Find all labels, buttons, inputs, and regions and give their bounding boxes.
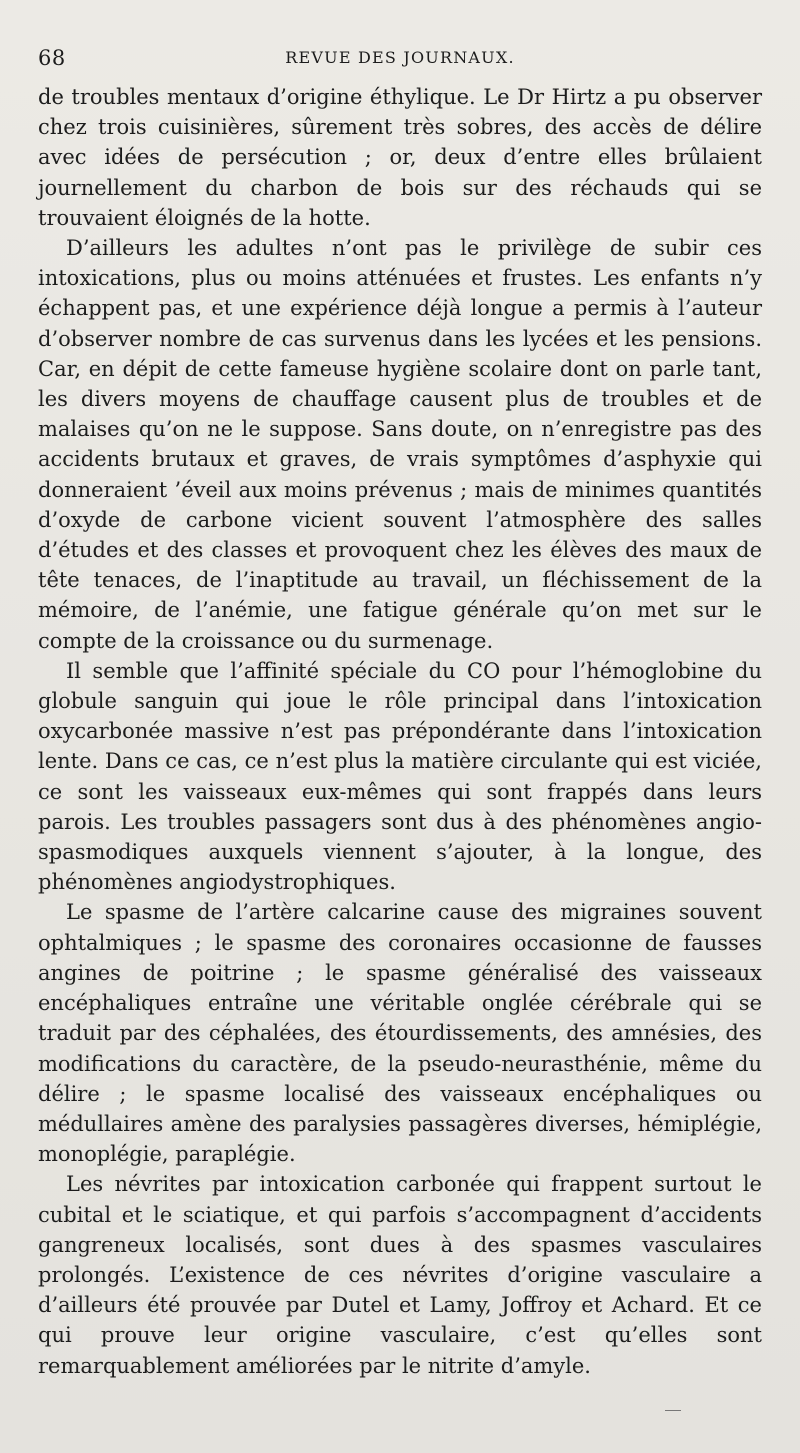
running-title: REVUE DES JOURNAUX. (285, 48, 515, 67)
footer-dash (665, 1410, 681, 1411)
body-text (38, 82, 762, 1381)
paragraph: Il semble que l’affinité spéciale du CO pour l’hémoglobine du globule sanguin qui joue le rôle principal dans l’intoxication oxycarbonée massive n’est pas prépondérante dans l’intoxication lente. Dans ce cas, ce n’est plus la matière circulante qui est viciée, ce sont les vaisseaux eux-mêmes qui sont frappés dans leurs parois. Les troubles passagers sont dus à des phénomènes angio-spasmodiques auxquels viennent s’ajouter, à la longue, des phénomènes angiodystrophiques. (38, 658, 762, 895)
page-number: 68 (38, 46, 66, 70)
paragraph: Le spasme de l’artère calcarine cause des migraines souvent ophtalmiques ; le spasme des coronaires occasionne de fausses angines de poitrine ; le spasme généralisé des vaisseaux encéphaliques entraîne une véritable onglée cérébrale qui se traduit par des céphalées, des étourdissements, des amnésies, des modifications du caractère, de la pseudo-neurasthénie, même du délire ; le spasme localisé des vaisseaux encéphaliques ou médullaires amène des paralysies passagères diverses, hémiplégie, monoplégie, paraplégie. (38, 900, 762, 1167)
paragraph: D’ailleurs les adultes n’ont pas le privilège de subir ces intoxications, plus ou moins atténuées et frustes. Les enfants n’y échappent pas, et une expérience déjà longue a permis à l’auteur d’observer nombre de cas survenus dans les lycées et les pensions. Car, en dépit de cette fameuse hygiène scolaire dont on parle tant, les divers moyens de chauffage causent plus de troubles et de malaises qu’on ne le suppose. Sans doute, on n’enregistre pas des accidents brutaux et graves, de vrais symptômes d’asphyxie qui donneraient ’éveil aux moins prévenus ; mais de minimes quantités d’oxyde de carbone vicient souvent l’atmosphère des salles d’études et des classes et provoquent chez les élèves des maux de tête tenaces, de l’inaptitude au travail, un fléchissement de la mémoire, de l’anémie, une fatigue générale qu’on met sur le compte de la croissance ou du surmenage. (38, 236, 762, 653)
running-header (38, 38, 762, 78)
paragraph: Les névrites par intoxication carbonée qui frappent surtout le cubital et le sciatique, et qui parfois s’accompagnent d’accidents gangreneux localisés, sont dues à des spasmes vasculaires prolongés. L’existence de ces névrites d’origine vasculaire a d’ailleurs été prouvée par Dutel et Lamy, Joffroy et Achard. Et ce qui prouve leur origine vasculaire, c’est qu’elles sont remarquablement améliorées par le nitrite d’amyle. (38, 1172, 762, 1378)
paragraph: de troubles mentaux d’origine éthylique. Le Dr Hirtz a pu observer chez trois cuisinières, sûrement très sobres, des accès de délire avec idées de persécution ; or, deux d’entre elles brûlaient journellement du charbon de bois sur des réchauds qui se trouvaient éloignés de la hotte. (38, 85, 762, 230)
